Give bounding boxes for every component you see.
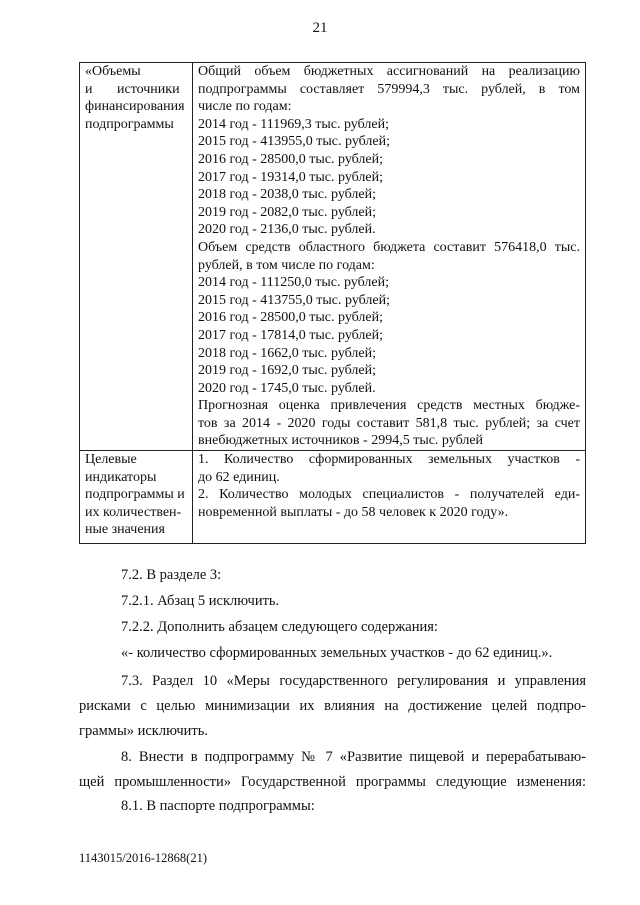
label-line: индикаторы (85, 469, 157, 485)
value-line: тов за 2014 - 2020 годы составит 581,8 тыс. рублей; за счет (198, 415, 580, 431)
table-row-financing (80, 63, 586, 451)
value-line: 2. Количество молодых специалистов - получателей еди- (198, 487, 580, 503)
label-line: их количествен- (85, 504, 182, 520)
label-line: и источники (85, 81, 180, 97)
label-line: подпрограммы и (85, 487, 185, 503)
value-line: 2016 год - 28500,0 тыс. рублей; (198, 151, 384, 167)
table-row-indicators (80, 451, 586, 544)
paragraph-text: рисками с целью минимизации их влияния на достижение целей подпро- (79, 698, 586, 714)
value-line: 2014 год - 111250,0 тыс. рублей; (198, 275, 389, 291)
value-line: подпрограммы составляет 579994,3 тыс. рублей, в том (198, 81, 580, 97)
value-line: внебюджетных источников - 2994,5 тыс. рублей (198, 433, 484, 449)
paragraph-text: 7.3. Раздел 10 «Меры государственного регулирования и управления (121, 673, 586, 689)
value-line: 2017 год - 19314,0 тыс. рублей; (198, 169, 384, 185)
value-line: 2018 год - 2038,0 тыс. рублей; (198, 187, 377, 203)
label-line: финансирования (85, 99, 185, 115)
value-line: 2017 год - 17814,0 тыс. рублей; (198, 327, 384, 343)
paragraph-quote (79, 643, 586, 663)
paragraph-text: 7.2. В разделе 3: (121, 567, 222, 583)
value-line: 2015 год - 413955,0 тыс. рублей; (198, 134, 391, 150)
passport-table (79, 62, 586, 544)
value-line: рублей, в том числе по годам: (198, 257, 375, 273)
label-line: подпрограммы (85, 116, 174, 132)
paragraph-7-2 (79, 565, 586, 585)
label-line: «Объемы (85, 64, 141, 79)
paragraph-text: 8. Внести в подпрограмму № 7 «Развитие пищевой и перерабатываю- (121, 749, 586, 765)
paragraph-text: щей промышленности» Государственной программы следующие изменения: (79, 774, 586, 790)
label-line: Целевые (85, 452, 137, 468)
label-line: ные значения (85, 522, 165, 538)
paragraph-7-2-1 (79, 591, 586, 611)
value-line: 2020 год - 1745,0 тыс. рублей. (198, 380, 376, 396)
financing-value-cell (193, 63, 586, 451)
paragraph-text: граммы» исключить. (79, 723, 208, 739)
paragraph-text: 7.2.1. Абзац 5 исключить. (121, 593, 280, 609)
value-line: Объем средств областного бюджета составит 576418,0 тыс. (198, 239, 580, 255)
paragraph-text: 7.2.2. Дополнить абзацем следующего содержания: (121, 619, 438, 635)
value-line: новременной выплаты - до 58 человек к 2020 году». (198, 504, 509, 520)
value-line: 2020 год - 2136,0 тыс. рублей. (198, 222, 376, 238)
paragraph-8-1 (79, 796, 586, 816)
paragraph-text: 8.1. В паспорте подпрограммы: (121, 798, 315, 814)
value-line: числе по годам: (198, 99, 292, 115)
indicators-value-cell (193, 451, 586, 544)
value-line: до 62 единиц. (198, 469, 280, 485)
indicators-label-cell (80, 451, 193, 544)
page-number: 21 (312, 20, 328, 36)
financing-label-cell (80, 63, 193, 451)
value-line: Прогнозная оценка привлечения средств местных бюдже- (198, 398, 580, 414)
paragraph-text: «- количество сформированных земельных участков - до 62 единиц.». (121, 645, 553, 661)
paragraph-7-3 (79, 669, 586, 744)
document-code: 1143015/2016-12868(21) (79, 851, 207, 865)
value-line: 1. Количество сформированных земельных участков - (198, 452, 580, 468)
value-line: Общий объем бюджетных ассигнований на реализацию (198, 64, 580, 79)
paragraph-7-2-2 (79, 617, 586, 637)
value-line: 2015 год - 413755,0 тыс. рублей; (198, 292, 391, 308)
value-line: 2019 год - 2082,0 тыс. рублей; (198, 204, 377, 220)
value-line: 2014 год - 111969,3 тыс. рублей; (198, 116, 389, 132)
paragraph-8 (79, 745, 586, 795)
value-line: 2016 год - 28500,0 тыс. рублей; (198, 310, 384, 326)
value-line: 2018 год - 1662,0 тыс. рублей; (198, 345, 377, 361)
value-line: 2019 год - 1692,0 тыс. рублей; (198, 363, 377, 379)
